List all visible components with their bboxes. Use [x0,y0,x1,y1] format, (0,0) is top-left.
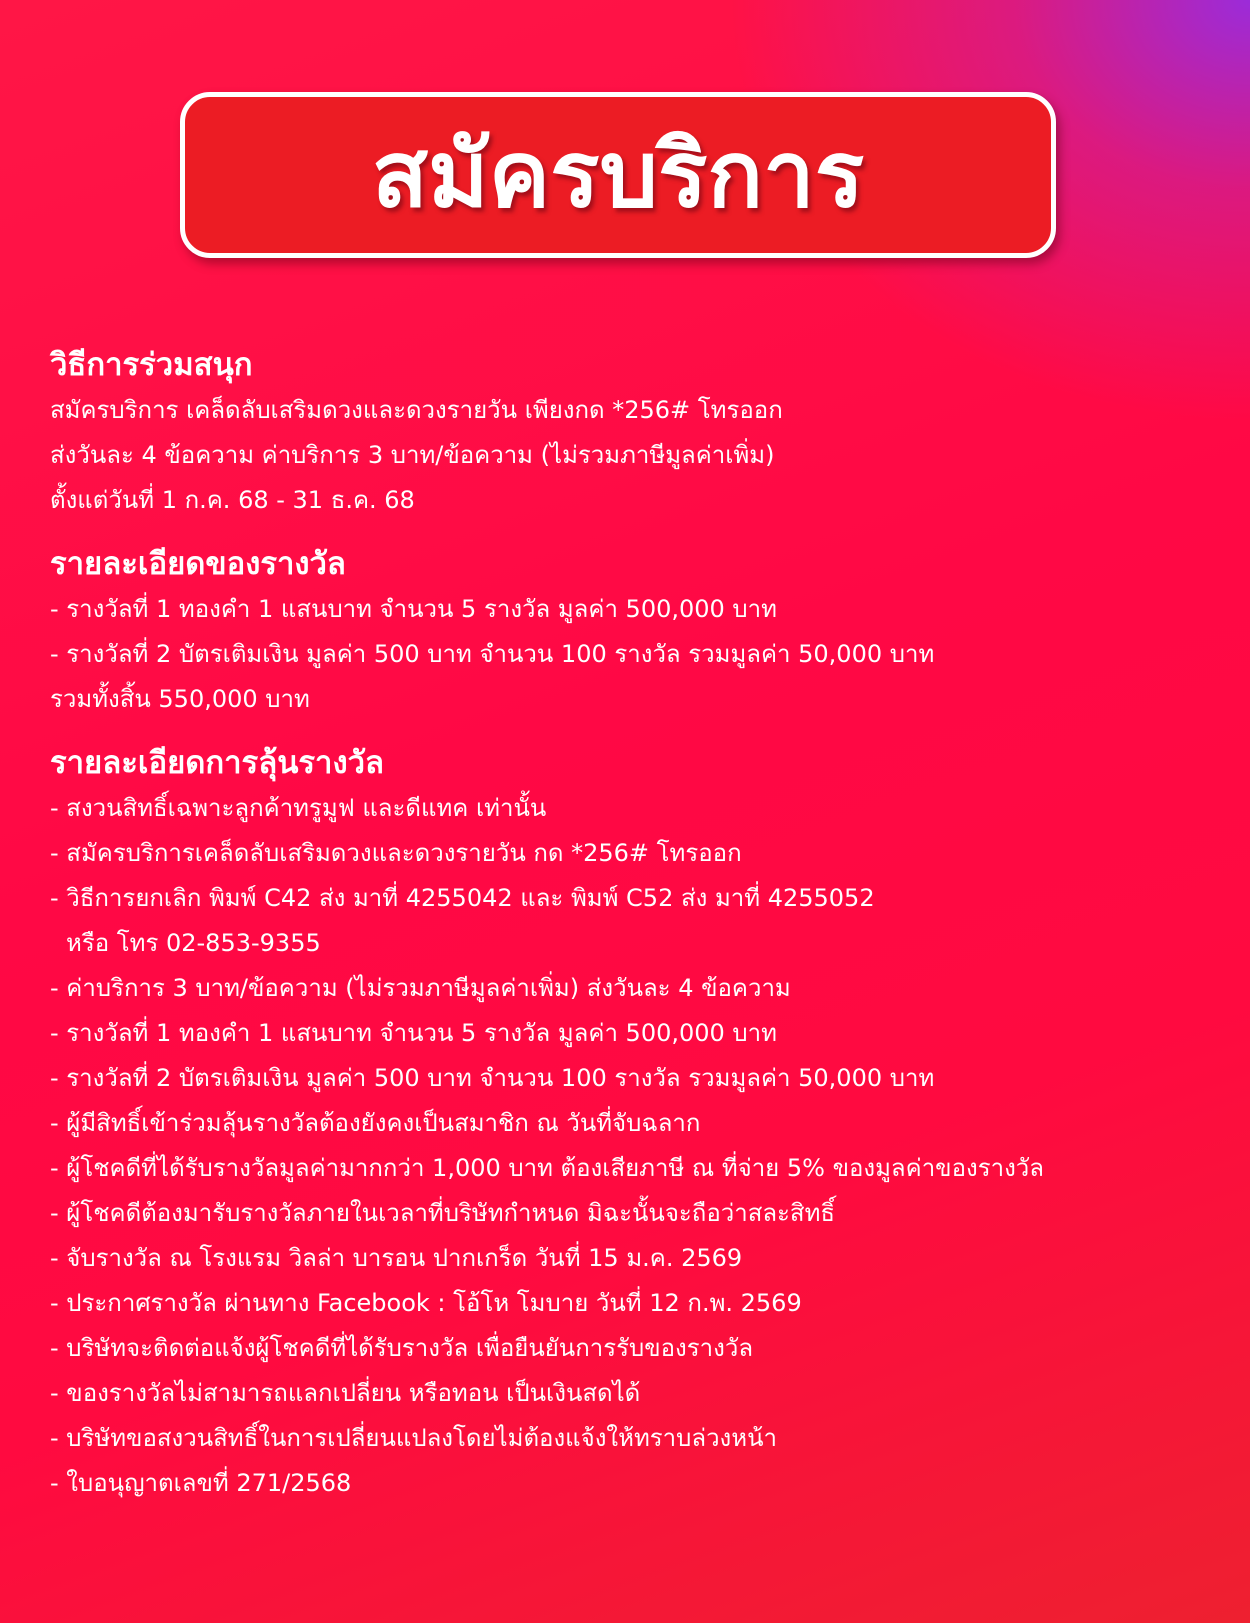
how-to-join-heading: วิธีการร่วมสนุก [50,347,253,383]
draw-details-line: - ผู้มีสิทธิ์เข้าร่วมลุ้นรางวัลต้องยังคงเป็นสมาชิก ณ วันที่จับฉลาก [50,1109,701,1137]
how-to-join-section [50,342,1210,523]
draw-details-line: - สงวนสิทธิ์เฉพาะลูกค้าทรูมูฟ และดีแทค เท่านั้น [50,794,547,822]
draw-details-line: - ค่าบริการ 3 บาท/ข้อความ (ไม่รวมภาษีมูลค่าเพิ่ม) ส่งวันละ 4 ข้อความ [50,974,791,1002]
draw-details-line: - สมัครบริการเคล็ดลับเสริมดวงและดวงรายวัน กด *256# โทรออก [50,839,742,867]
draw-details-line: - บริษัทจะติดต่อแจ้งผู้โชคดีที่ได้รับรางวัล เพื่อยืนยันการรับของรางวัล [50,1334,754,1362]
draw-details-line: - รางวัลที่ 1 ทองคำ 1 แสนบาท จำนวน 5 รางวัล มูลค่า 500,000 บาท [50,1019,777,1047]
draw-details-line: - ของรางวัลไม่สามารถแลกเปลี่ยน หรือทอน เป็นเงินสดได้ [50,1379,641,1407]
draw-details-line: - ใบอนุญาตเลขที่ 271/2568 [50,1469,352,1497]
draw-details-line: - ผู้โชคดีต้องมารับรางวัลภายในเวลาที่บริษัทกำหนด มิฉะนั้นจะถือว่าสละสิทธิ์ [50,1199,836,1227]
title-banner [180,92,1056,258]
draw-details-line: - รางวัลที่ 2 บัตรเติมเงิน มูลค่า 500 บาท จำนวน 100 รางวัล รวมมูลค่า 50,000 บาท [50,1064,935,1092]
draw-details-heading: รายละเอียดการลุ้นรางวัล [50,745,384,781]
draw-details-line: - จับรางวัล ณ โรงแรม วิลล่า บารอน ปากเกร็ด วันที่ 15 ม.ค. 2569 [50,1244,743,1272]
how-to-join-line: ส่งวันละ 4 ข้อความ ค่าบริการ 3 บาท/ข้อความ (ไม่รวมภาษีมูลค่าเพิ่ม) [50,441,775,469]
how-to-join-line: สมัครบริการ เคล็ดลับเสริมดวงและดวงรายวัน เพียงกด *256# โทรออก [50,396,783,424]
prize-details-section [50,541,1210,722]
prize-details-line: - รางวัลที่ 1 ทองคำ 1 แสนบาท จำนวน 5 รางวัล มูลค่า 500,000 บาท [50,595,777,623]
how-to-join-line: ตั้งแต่วันที่ 1 ก.ค. 68 - 31 ธ.ค. 68 [50,486,415,514]
draw-details-line: - บริษัทขอสงวนสิทธิ์ในการเปลี่ยนแปลงโดยไม่ต้องแจ้งให้ทราบล่วงหน้า [50,1424,777,1452]
prize-details-line: รวมทั้งสิ้น 550,000 บาท [50,685,310,713]
draw-details-section [50,740,1210,1506]
draw-details-line: - ผู้โชคดีที่ได้รับรางวัลมูลค่ามากกว่า 1,000 บาท ต้องเสียภาษี ณ ที่จ่าย 5% ของมูลค่าของรางวัล [50,1154,1044,1182]
prize-details-heading: รายละเอียดของรางวัล [50,546,346,582]
draw-details-line: หรือ โทร 02-853-9355 [66,929,321,957]
prize-details-line: - รางวัลที่ 2 บัตรเติมเงิน มูลค่า 500 บาท จำนวน 100 รางวัล รวมมูลค่า 50,000 บาท [50,640,935,668]
draw-details-line: - วิธีการยกเลิก พิมพ์ C42 ส่ง มาที่ 4255042 และ พิมพ์ C52 ส่ง มาที่ 4255052 [50,884,875,912]
page-title: สมัครบริการ [371,121,865,228]
terms-content [50,342,1210,1506]
draw-details-line: - ประกาศรางวัล ผ่านทาง Facebook : โอ้โห โมบาย วันที่ 12 ก.พ. 2569 [50,1289,802,1317]
